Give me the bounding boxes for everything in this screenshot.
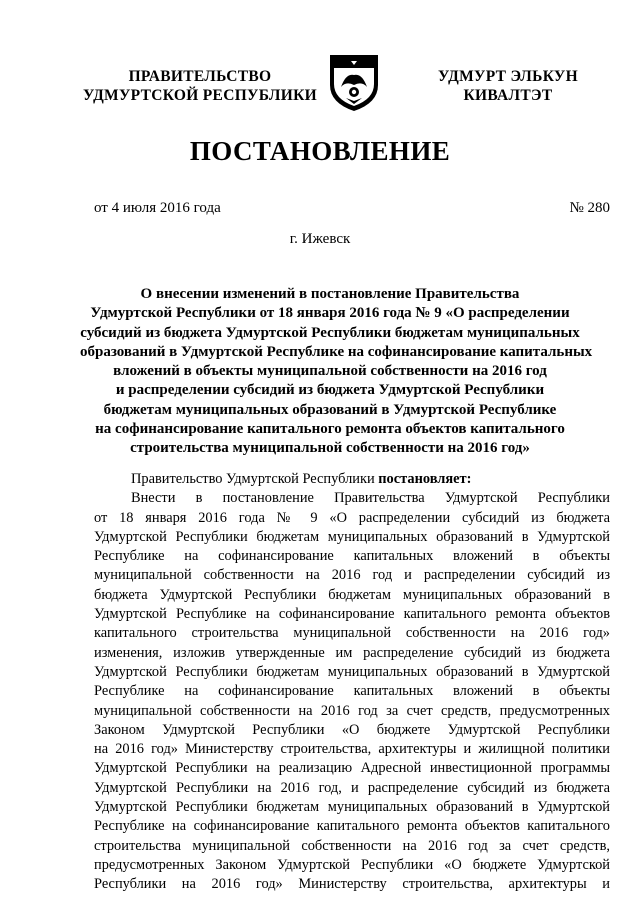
body-line: строительства муниципальной собственности на 2016 год за счет средств, bbox=[94, 837, 610, 854]
document-city: г. Ижевск bbox=[289, 231, 351, 247]
document-title: ПОСТАНОВЛЕНИЕ bbox=[189, 136, 451, 166]
subject-line: и распределении субсидий из бюджета Удмуртской Республики bbox=[115, 382, 545, 399]
coat-of-arms-icon bbox=[326, 51, 382, 113]
header-right-block bbox=[418, 67, 598, 105]
body-line: Законом Удмуртской Республики «О бюджете Удмуртской Республики bbox=[94, 721, 610, 738]
body-line: муниципальной собственности на 2016 год и распределении субсидий из bbox=[94, 567, 610, 584]
header-right-line: КИВАЛТЭТ bbox=[463, 87, 553, 104]
body-line: Удмуртской Республики бюджетам муниципальных образований в Удмуртской bbox=[94, 528, 610, 545]
body-intro-paragraph bbox=[94, 470, 610, 489]
body-line: Республике на софинансирование капитального ремонта объектов капитального bbox=[94, 818, 610, 835]
document-date: от 4 июля 2016 года bbox=[94, 200, 221, 216]
document-body bbox=[94, 470, 610, 895]
body-intro-text: Правительство Удмуртской Республики bbox=[131, 471, 379, 487]
header-left-block bbox=[80, 67, 320, 105]
header-right-line: УДМУРТ ЭЛЬКУН bbox=[438, 68, 578, 85]
body-line: Республике на софинансирование капитальных вложений в объекты bbox=[94, 683, 610, 700]
subject-line: субсидий из бюджета Удмуртской Республики бюджетам муниципальных bbox=[80, 324, 580, 341]
subject-line: бюджетам муниципальных образований в Удмуртской Республике bbox=[103, 401, 557, 418]
document-number: № 280 bbox=[569, 200, 610, 216]
document-subject bbox=[80, 285, 593, 459]
body-line: Внести в постановление Правительства Удмуртской Республики bbox=[131, 490, 610, 507]
body-line: Удмуртской Республике на софинансирование капитального ремонта объектов bbox=[94, 606, 610, 623]
header-left-line: ПРАВИТЕЛЬСТВО bbox=[128, 68, 272, 85]
body-line: Удмуртской Республики на реализацию Адресной инвестиционной программы bbox=[94, 760, 610, 777]
body-line: Удмуртской Республики на 2016 год, и распределение субсидий из бюджета bbox=[94, 779, 610, 796]
subject-line: образований в Удмуртской Республике на софинансирование капитальных bbox=[80, 343, 593, 360]
body-line: Республике на софинансирование капитальных вложений в объекты bbox=[94, 548, 610, 565]
body-line: от 18 января 2016 года № 9 «О распределении субсидий из бюджета bbox=[94, 509, 610, 526]
body-line: Удмуртской Республики бюджетам муниципальных образований в Удмуртской bbox=[94, 799, 610, 816]
body-line: бюджета Удмуртской Республики бюджетам муниципальных образований в bbox=[94, 586, 610, 603]
subject-line: О внесении изменений в постановление Правительства bbox=[140, 286, 520, 302]
subject-line: строительства муниципальной собственности на 2016 год» bbox=[130, 440, 530, 457]
body-line: капитального строительства муниципальной собственности на 2016 год» bbox=[94, 625, 610, 642]
subject-line: Удмуртской Республики от 18 января 2016 года № 9 «О распределении bbox=[90, 305, 570, 322]
body-line: изменения, изложив утвержденные им распределение субсидий из бюджета bbox=[94, 644, 610, 661]
body-line: Республики на 2016 год» Министерству строительства, архитектуры и bbox=[94, 876, 610, 893]
body-line: предусмотренных Законом Удмуртской Республики «О бюджете Удмуртской bbox=[94, 856, 610, 873]
header-left-line: УДМУРТСКОЙ РЕСПУБЛИКИ bbox=[82, 87, 317, 104]
subject-line: вложений в объекты муниципальной собственности на 2016 год bbox=[113, 363, 547, 380]
body-intro-bold: постановляет: bbox=[378, 471, 472, 487]
body-line: Удмуртской Республики бюджетам муниципальных образований в Удмуртской bbox=[94, 663, 610, 680]
subject-line: на софинансирование капитального ремонта объектов капитального bbox=[95, 421, 565, 438]
body-line: на 2016 год» Министерству строительства, архитектуры и жилищной политики bbox=[94, 741, 610, 758]
body-line: муниципальной собственности на 2016 год за счет средств, предусмотренных bbox=[94, 702, 610, 719]
